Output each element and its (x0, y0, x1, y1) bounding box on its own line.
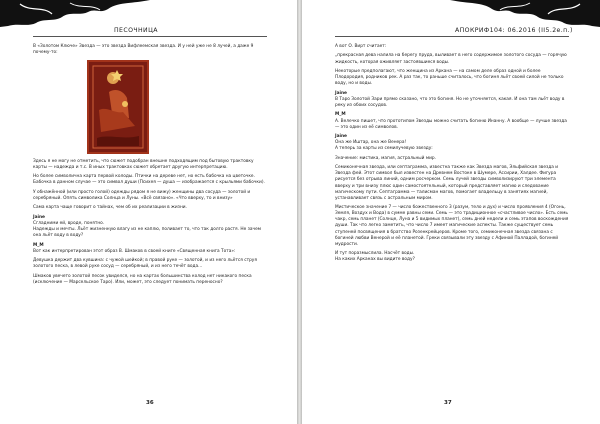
tarot-star-card-image (87, 60, 149, 154)
reply: Сгладними ей, вроде, понятно. (33, 220, 105, 226)
paragraph: Девушка держит два кувшина: с чужой шейкой; в правой руке — золотой, и из него льётся струя золотого песка, в левой руке сосуд — серебряный, и из него течёт вода... (33, 258, 257, 270)
paragraph: Сама карта чаще говорит о тайнах, чем об их реализации в жизни. (33, 205, 187, 211)
paragraph: Здесь я не могу не отметить, что сюжет подобран внешне подходящим под бытовую трактовку карты — надежда и т.с. В иных трактовках сюжет обретает другую интерпретацию. (33, 158, 254, 170)
left-page (0, 0, 297, 424)
reply: Надежды и мечты. Льёт жизненную влагу из не каплю, поливает то, что так долго растя. Не зачем она льёт воду в воду? (33, 226, 261, 239)
page-number: 37 (444, 400, 452, 406)
reply: В Таро Золотой Зари прямо сказано, что это богиня. Но не уточняется, какая. И она там льёт воду в реку из обоих сосудов. (335, 96, 565, 108)
speaker-label: M_M (335, 112, 346, 118)
paragraph: И тут поразмыслила. Насчёт воды. (335, 251, 415, 257)
paragraph: Мистическое значение 7 — число божественного 3 (разум, тело и дух) и число проявления 4 (Огонь, Земля, Воздух и Вода) в сумме равны семи. Семь — это традиционное «счастливое число». Есть семь чакр, семь планет (Солнце, Луна и 5 видимых планет), семь дней недели и семь этапов воскождения души. Так что легко заметить, что число 7 имеет магические аспекты. Также существует семь ступеней посвящения в братство Розенкрейцеров. Кроме того, семиконечная звезда связана с богиней любви Венерой и её планетой. Греки связывали эту звезду с Афиной Палладой, богиней мудрости. (335, 205, 569, 247)
running-head: АПОКРИФ104: 06.2016 (II5.2е.п.) (455, 27, 573, 34)
paragraph: Некоторые предполагают, что женщина из Аркана — на самом деле образ одной и более Плодородия, родников рек. А раз так, то раньше считалось, что богиня льёт своей силой не только воду, но и воды. (335, 69, 564, 87)
header-rule (33, 36, 267, 37)
paragraph: Но более символична карта первой колоды. Птички на дереве нет, но есть бабочка на цветочке. Бабочка в данном случае — это символ души (Психея — душа — изображается с крыльями бабочки). (33, 174, 265, 186)
tribal-flourish-icon (450, 0, 600, 30)
page-number: 36 (146, 400, 154, 406)
paragraph: У обнажённой (или просто голой) одежды рядом я не вижу) женщины два сосуда — золотой и серебряный. Опять символика Солнца и Луны. «Всё связано». «Что вверху, то и внизу» (33, 189, 251, 201)
reply: А теперь за карты из семилучевую звезду: (335, 146, 433, 152)
paragraph: Значение: мистика, магия, астральный мир. (335, 155, 436, 161)
right-page (302, 0, 600, 424)
running-head: ПЕСОЧНИЦА (114, 27, 158, 34)
paragraph: Шмаков увечето золотой песок увиделся, но на картах большинства колод нет никакого песка (исключение — Марсельское Таро). Или, может, это следует понимать переносно? (33, 273, 252, 285)
speaker-label: Jaine (33, 214, 45, 220)
header-rule (335, 36, 569, 37)
speaker-label: M_M (33, 242, 44, 248)
left-column (33, 44, 267, 289)
reply: Она же Иштар, она же Венера! (335, 140, 407, 146)
intro-paragraph: В «Золотом Ключе» Звезда — это звезда Вифлеемская звезда. И у ней уже не 8 лучей, а даже 9 почему-то: (33, 44, 254, 56)
speaker-label: Jaine (335, 90, 347, 96)
quote-paragraph: „прекрасная дева налила на берегу пруда, выливает в него содержимое золотого сосуда — горячую жидкость, которая оживляет застоявшиеся воды. (335, 53, 567, 65)
reply: Вот как интерпретирован этот образ В. Шмаков в своей книге «Священная книга Тота»: (33, 248, 236, 254)
tribal-flourish-icon (0, 0, 150, 30)
paragraph: А вот О. Вирт считает: (335, 44, 387, 49)
paragraph: На каких Арканах вы видите воду? (335, 257, 415, 263)
reply: А. Велечко пишет, что прототипом Звезды можно считать богиню Инанну. А вообще — лучше звезда — это один из её символов. (335, 118, 567, 130)
speaker-label: Jaine (335, 134, 347, 140)
right-column (335, 44, 571, 267)
paragraph: Семиконечная звезда, или септаграмма, известна также как Звезда магов, Эльфийская звезда и Звезда фей. Этот символ был известен на Древнем Востоке в Шумере, Ассирии, Халдее. Фигура рисуется без отрыва линий, одним росчерком. Семь лучей звезды символизируют три элемента вверху и три внизу плюс один самостоятельный, который представляет магию и следование магическому пути. Септаграмма — талисман магов, помогает владельцу в занятиях магией, устанавливает связь с астральным миром. (335, 165, 559, 201)
